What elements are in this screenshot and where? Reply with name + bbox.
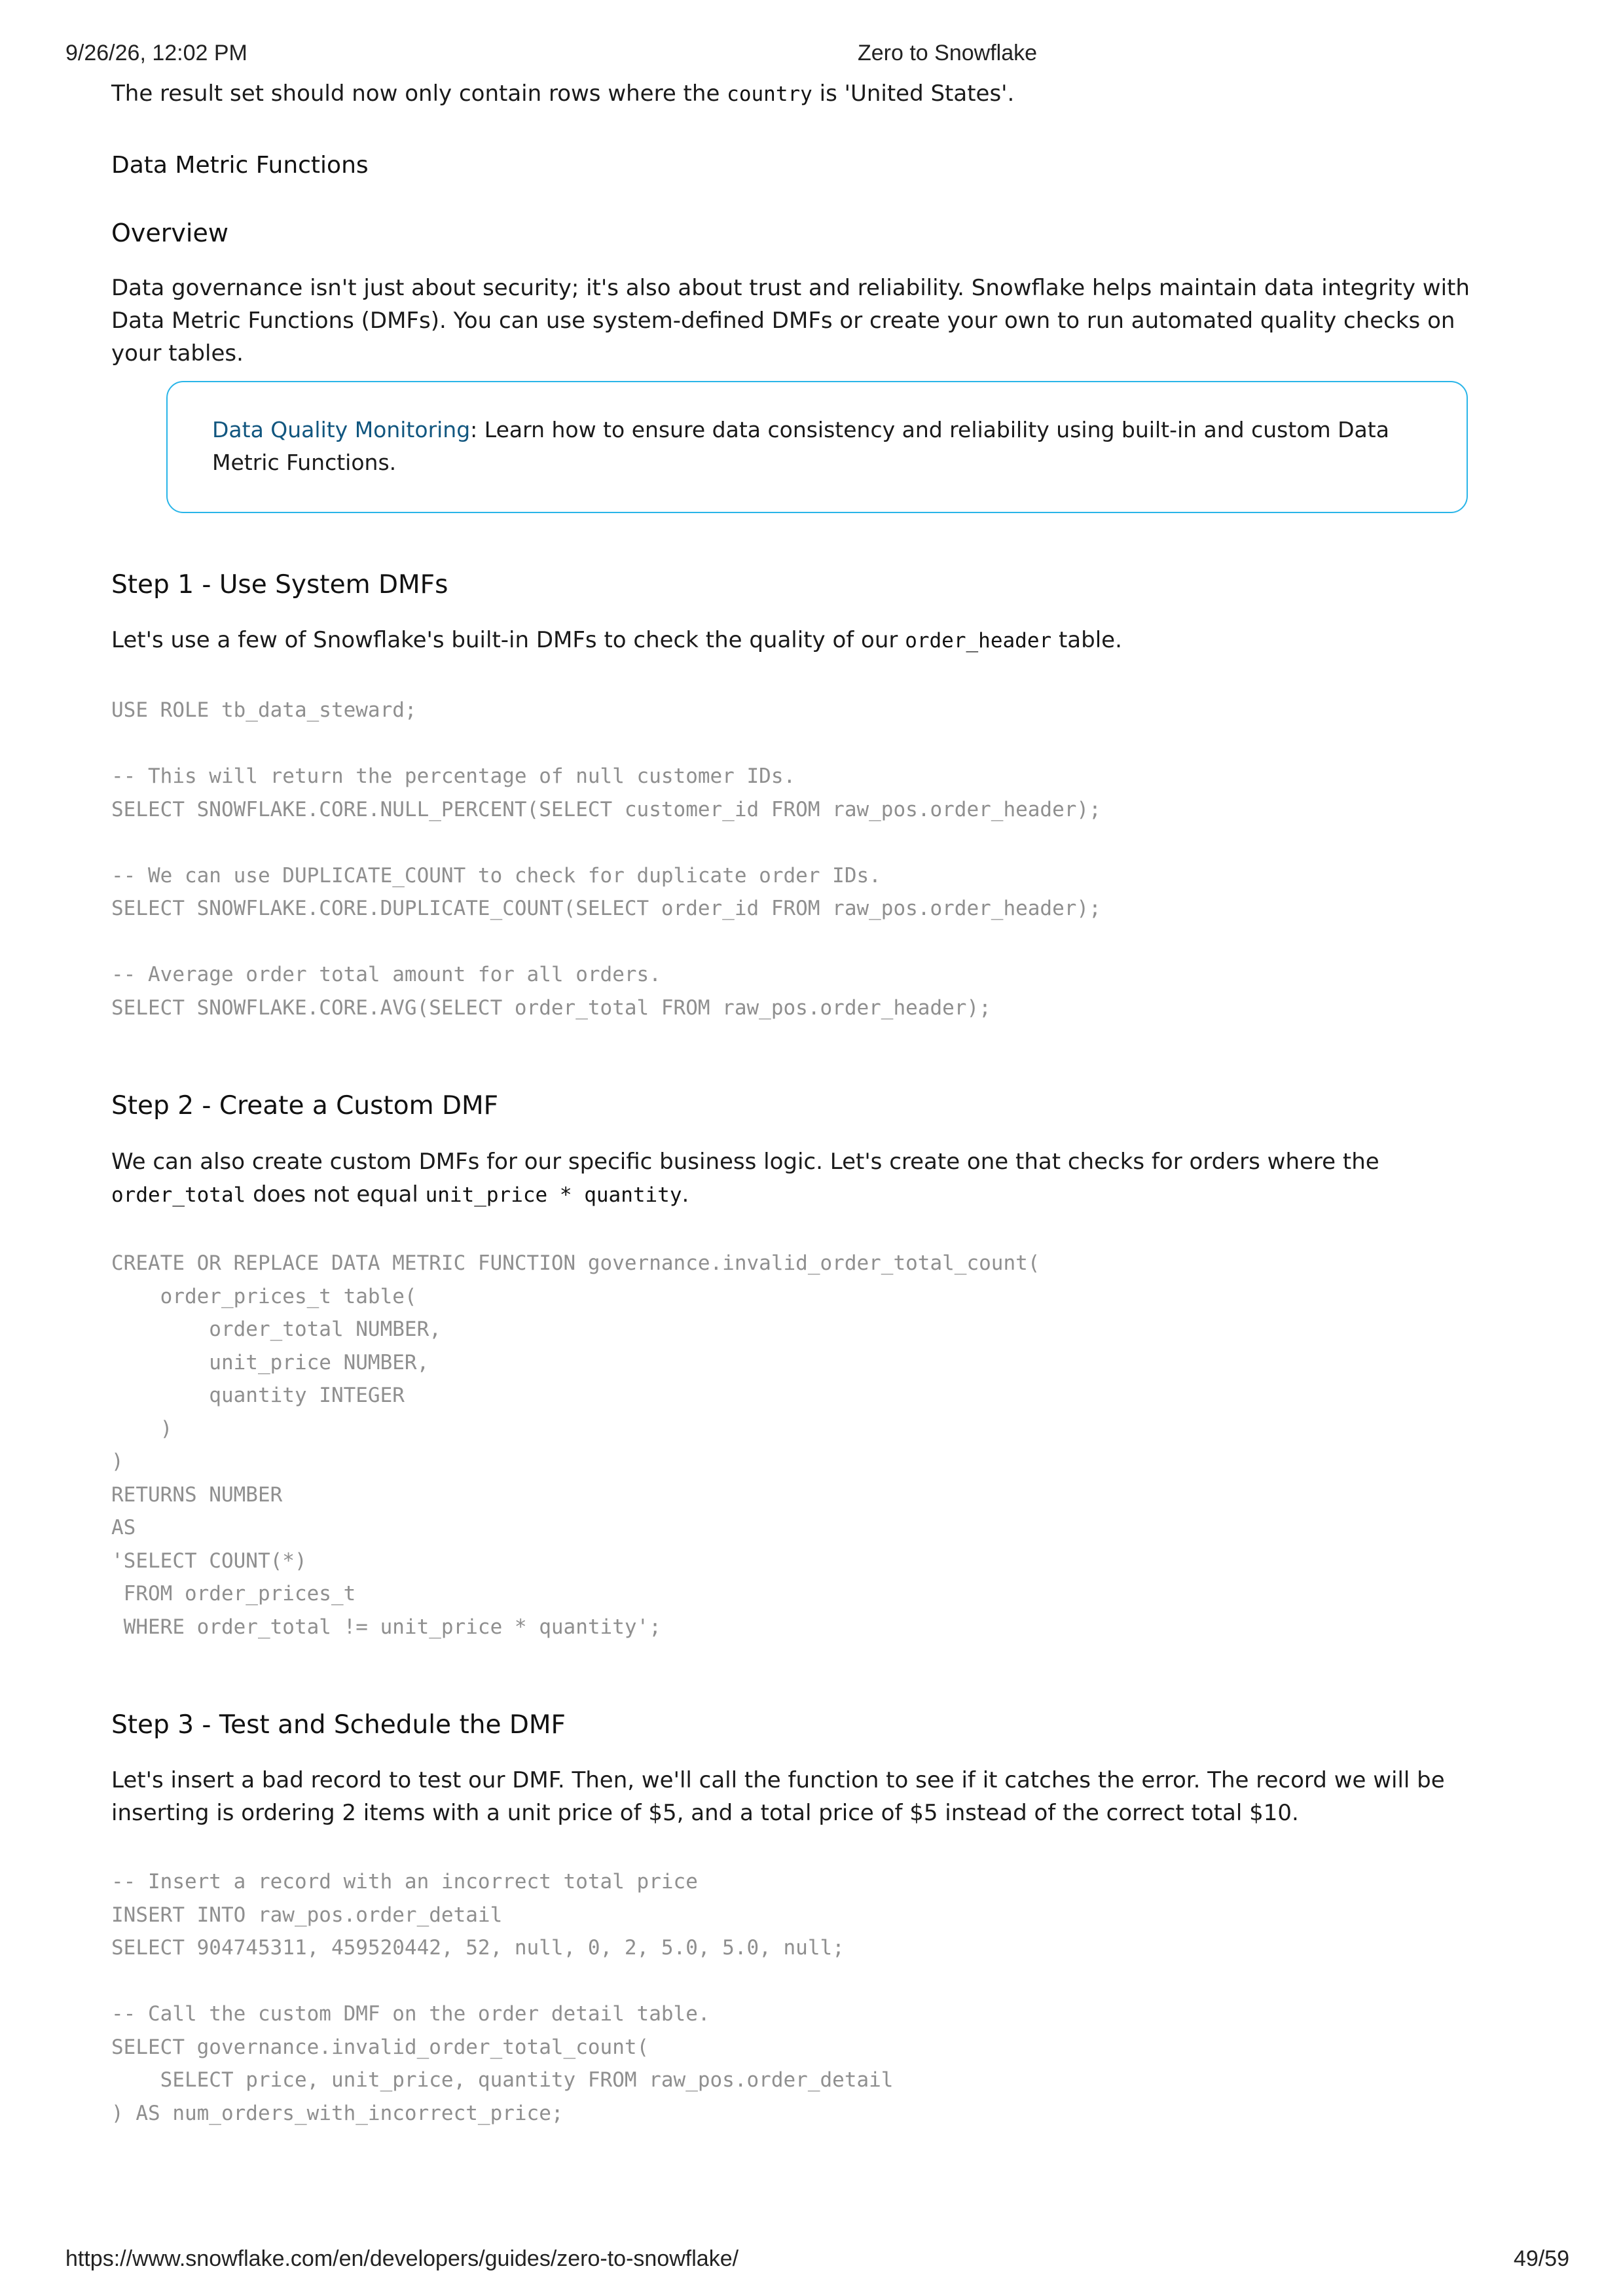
intro-paragraph [111,77,1499,111]
intro-code-country: country [727,82,812,106]
data-quality-monitoring-link[interactable]: Data Quality Monitoring [212,417,471,442]
step3-heading-block [111,1708,1499,1742]
step1-paragraph-block [111,624,1499,657]
print-page-number: 49/59 [1513,2246,1569,2271]
section-heading-dmf [111,149,1499,182]
print-doc-title: Zero to Snowflake [858,41,1038,65]
step1-code-block [111,694,1499,1024]
info-callout [166,381,1468,513]
step3-code: -- Insert a record with an incorrect total price INSERT INTO raw_pos.order_detail SELECT 904745311, 459520442, 52, null, 0, 2, 5.0, 5.0, null; -- Call the custom DMF on the order detail table. SELECT governance.invalid_order_total_count( SELECT price, unit_price, quantity FROM raw_pos.order_detail ) AS num_orders_with_incorrect_price; [111,1870,894,2125]
step1-code-order-header: order_header [905,629,1052,653]
print-timestamp: 9/26/26, 12:02 PM [65,41,247,65]
callout-text: : Learn how to ensure data consistency and reliability using built-in and custom Data Metric Functions. [212,417,1389,475]
step1-heading-block [111,568,1499,602]
step2-code-block [111,1247,1499,1643]
step2-code-order-total: order_total [111,1183,246,1207]
overview-heading: Overview [111,219,228,247]
step2-heading: Step 2 - Create a Custom DMF [111,1091,499,1121]
overview-heading-block [111,216,1499,250]
overview-paragraph-block [111,272,1499,370]
step2-heading-block [111,1089,1499,1123]
print-url[interactable]: https://www.snowflake.com/en/developers/guides/zero-to-snowflake/ [65,2246,739,2271]
step3-heading: Step 3 - Test and Schedule the DMF [111,1710,566,1740]
step2-paragraph-block [111,1145,1499,1211]
step2-text: We can also create custom DMFs for our specific business logic. Let's create one that checks for orders where the [111,1149,1379,1175]
overview-paragraph: Data governance isn't just about security; it's also about trust and reliability. Snowflake helps maintain data integrity with Data Metric Functions (DMFs). You can use system-defined DMFs or create your own to run automated quality checks on your tables. [111,275,1470,367]
intro-text: The result set should now only contain rows where the [111,81,727,107]
step3-paragraph-block [111,1764,1499,1829]
step2-code: CREATE OR REPLACE DATA METRIC FUNCTION governance.invalid_order_total_count( order_prices_t table( order_total NUMBER, unit_price NUMBER, quantity INTEGER ) ) RETURNS NUMBER AS 'SELECT COUNT(*) FROM order_prices_t WHERE order_total != unit_price * quantity'; [111,1251,1040,1639]
intro-text-end: is 'United States'. [812,81,1015,107]
step2-text-end: . [682,1181,689,1208]
step2-text-mid: does not equal [246,1181,426,1208]
step3-code-block [111,1865,1499,2130]
step3-paragraph: Let's insert a bad record to test our DMF. Then, we'll call the function to see if it catches the error. The record we will be inserting is ordering 2 items with a unit price of $5, and a total price of $5 instead of the correct total $10. [111,1767,1445,1826]
dmf-heading: Data Metric Functions [111,152,369,179]
step1-code: USE ROLE tb_data_steward; -- This will return the percentage of null customer IDs. SELECT SNOWFLAKE.CORE.NULL_PERCENT(SELECT customer_id FROM raw_pos.order_header); -- We can use DUPLICATE_COUNT to check for duplicate order IDs. SELECT SNOWFLAKE.CORE.DUPLICATE_COUNT(SELECT order_id FROM raw_pos.order_header); -- Average order total amount for all orders. SELECT SNOWFLAKE.CORE.AVG(SELECT order_total FROM raw_pos.order_header); [111,698,1101,1020]
step1-text: Let's use a few of Snowflake's built-in DMFs to check the quality of our [111,627,905,653]
step1-text-end: table. [1051,627,1122,653]
step2-code-unit-price: unit_price * quantity [425,1183,682,1207]
step1-heading: Step 1 - Use System DMFs [111,570,448,600]
